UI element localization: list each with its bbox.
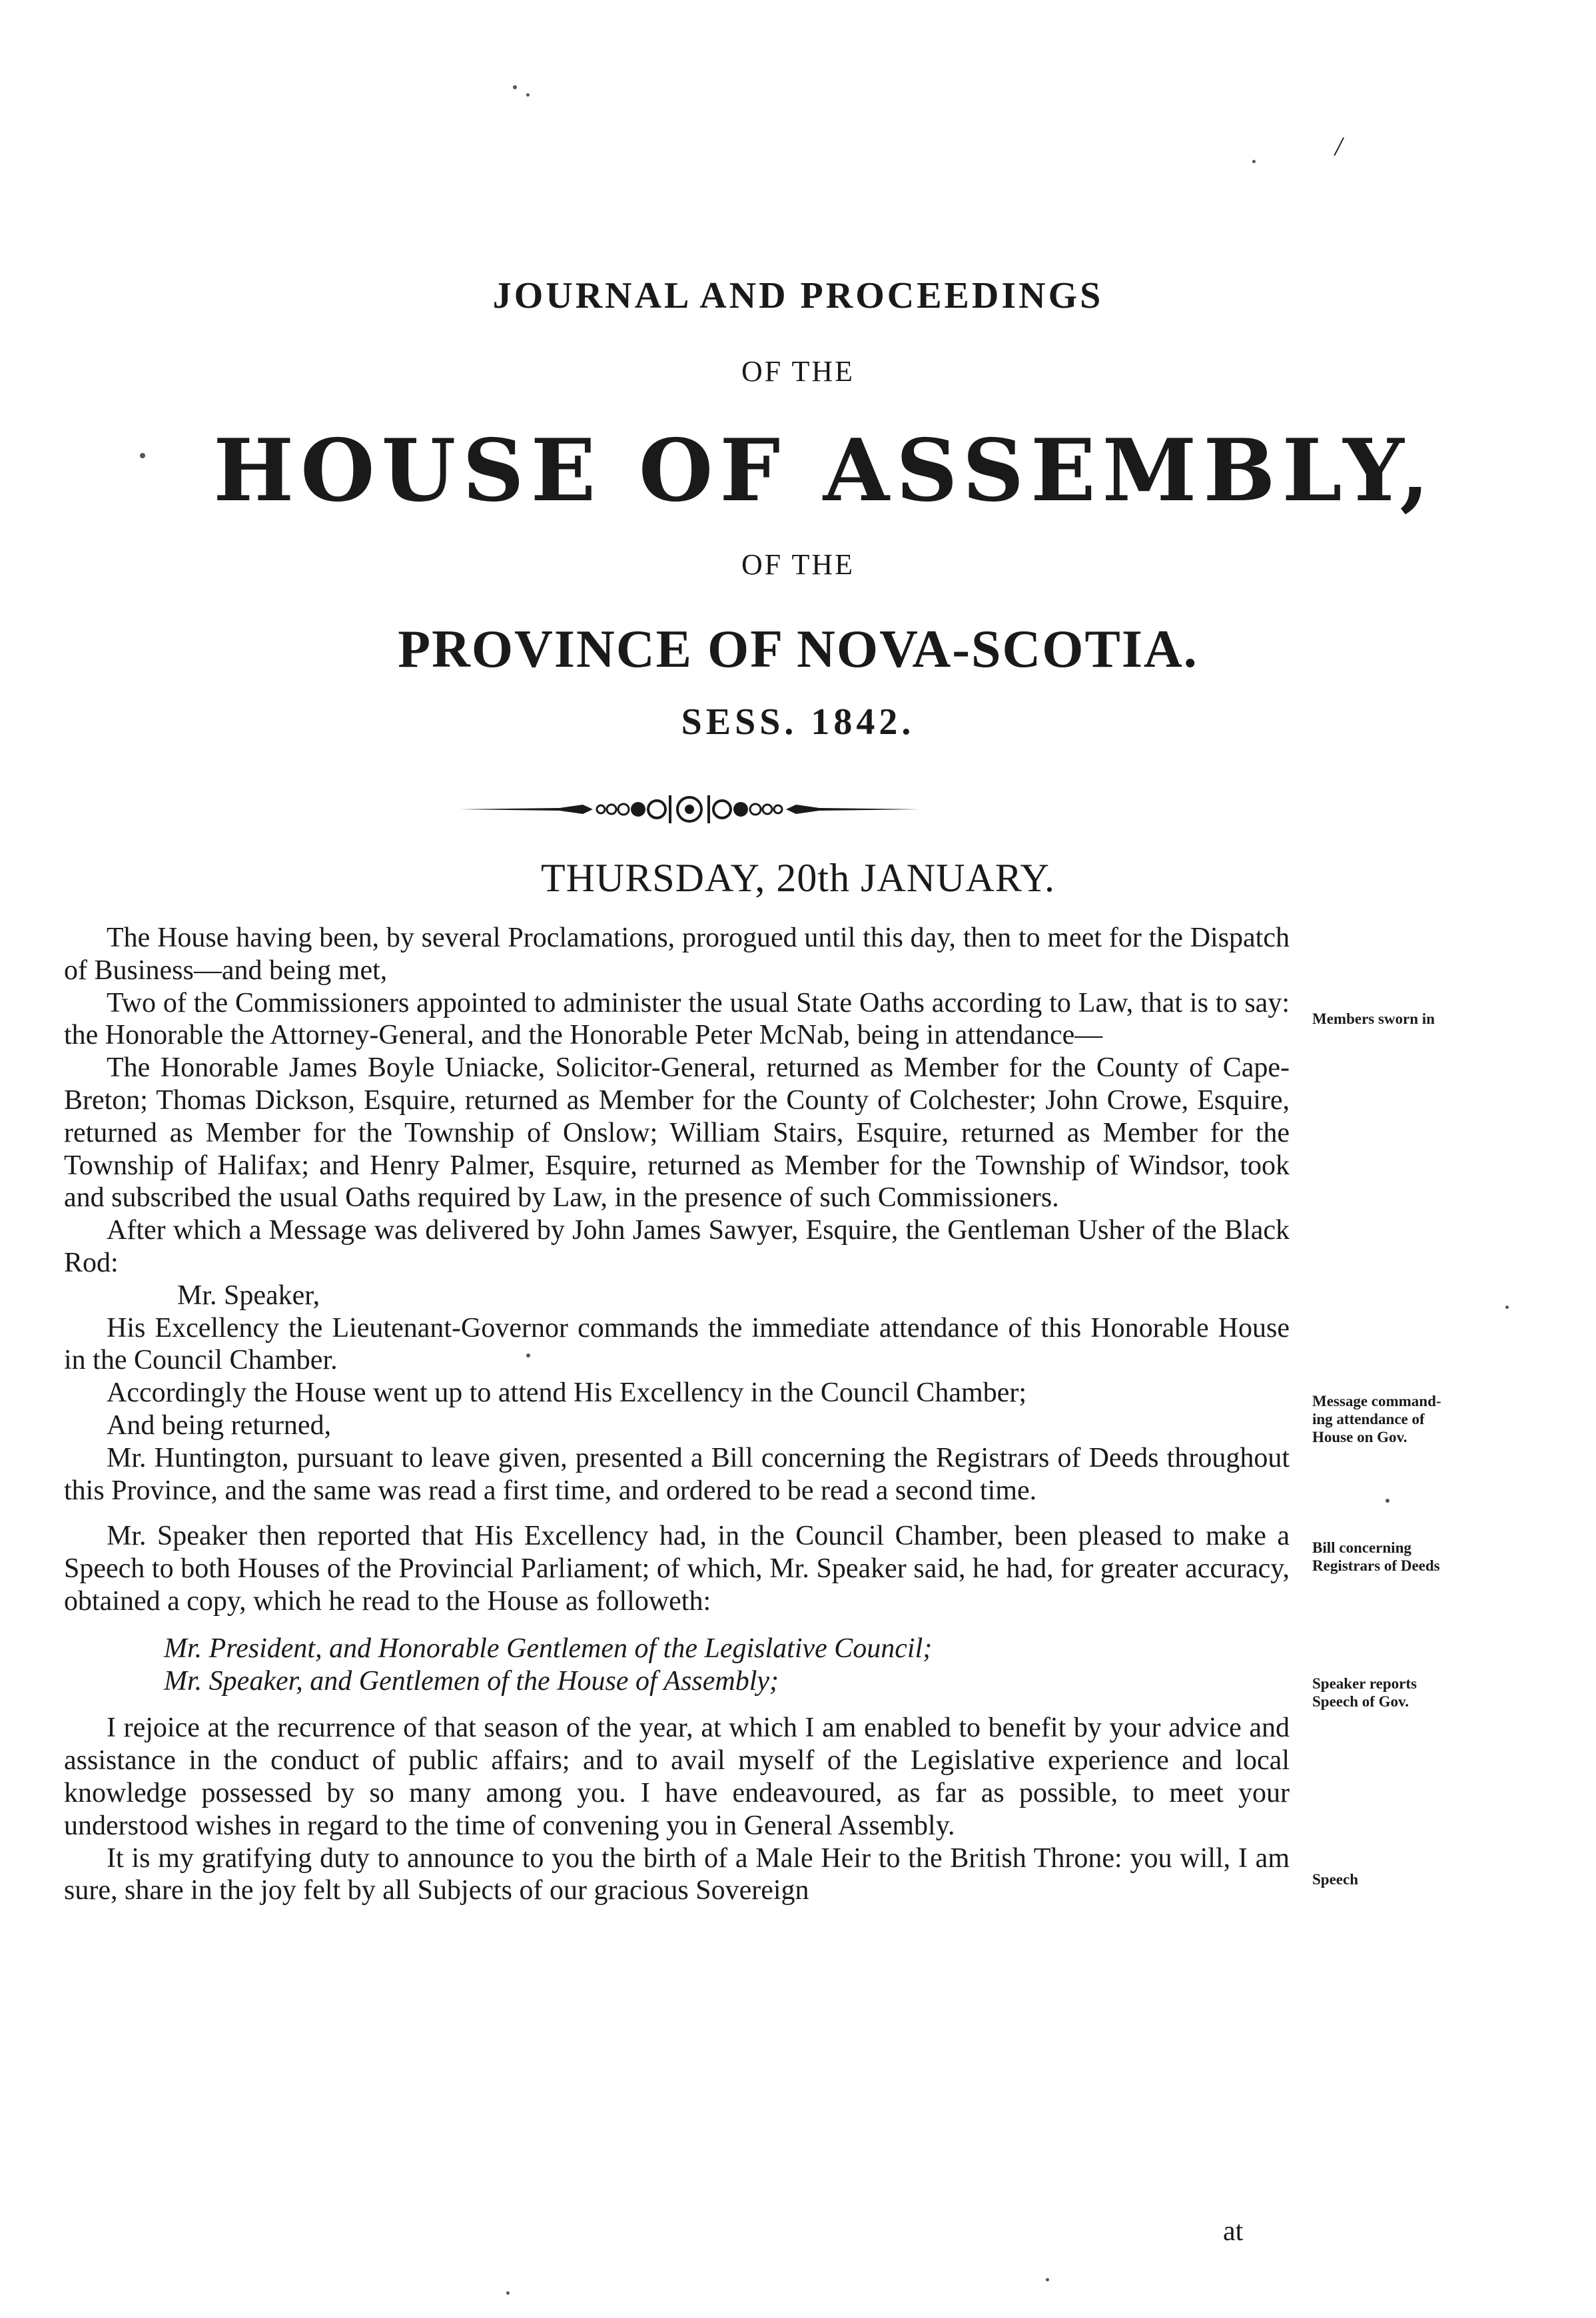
address-legislative-council: Mr. President, and Honorable Gentlemen of the Legislative Council; (164, 1633, 933, 1664)
ink-speck (506, 2291, 510, 2295)
paragraph-being-returned: And being returned, (107, 1409, 332, 1441)
of-the-line-2: OF THE (741, 548, 855, 581)
paragraph-commissioners: Two of the Commissioners appointed to administer the usual State Oaths according to Law, that is to say: the Honorable the Attorney-General, and the Honorable Peter McNab, being in attendance— (64, 987, 1290, 1051)
ink-speck (1505, 1306, 1509, 1309)
paragraph-black-rod: After which a Message was delivered by John James Sawyer, Esquire, the Gentleman Usher of the Black Rod: (64, 1215, 1290, 1278)
paragraph-registrars-bill: Mr. Huntington, pursuant to leave given, presented a Bill concerning the Registrars of Deeds throughout this Province, and the same was read a first time, and ordered to be read a second time. (64, 1442, 1290, 1506)
address-house-of-assembly: Mr. Speaker, and Gentlemen of the House of Assembly; (164, 1665, 779, 1697)
paragraph-speech-opening: I rejoice at the recurrence of that season of the year, at which I am enabled to benefit by your advice and assistance in the conduct of public affairs; and to avail myself of the Legislative experience and local knowledge possessed by so many among you. I have endeavoured, as far as possible, to meet your understood wishes in regard to the time of convening you in General Assembly. (64, 1713, 1290, 1841)
session-line: SESS. 1842. (681, 701, 915, 743)
ink-speck (140, 453, 145, 458)
margin-note-speech: Speech (1312, 1871, 1358, 1888)
ink-speck (526, 93, 530, 97)
paragraph-male-heir: It is my gratifying duty to announce to you the birth of a Male Heir to the British Throne: you will, I am sure, share in the joy felt by all Subjects of our gracious Sovereign (64, 1842, 1290, 1906)
paragraph-members-sworn: The Honorable James Boyle Uniacke, Solicitor-General, returned as Member for the County of Cape-Breton; Thomas Dickson, Esquire, returned as Member for the County of Colchester; John Crowe, Esquire, returned as Member for the Township of Onslow; William Stairs, Esquire, returned as Member for the Township of Halifax; and Henry Palmer, Esquire, returned as Member for the Township of Windsor, took and subscribed the usual Oaths required by Law, in the presence of such Commissioners. (64, 1052, 1290, 1214)
paragraph-prorogation: The House having been, by several Proclamations, prorogued until this day, then to meet for the Dispatch of Business—and being met, (64, 923, 1290, 986)
paragraph-house-went-up: Accordingly the House went up to attend His Excellency in the Council Chamber; (107, 1377, 1026, 1409)
ink-speck (1046, 2278, 1049, 2281)
province-heading: PROVINCE OF NOVA-SCOTIA. (398, 620, 1198, 679)
journal-title: JOURNAL AND PROCEEDINGS (492, 275, 1104, 316)
paragraph-message: His Excellency the Lieutenant-Governor commands the immediate attendance of this Honorable House in the Council Chamber. (64, 1312, 1290, 1376)
margin-note-members-sworn: Members sworn in (1312, 1010, 1435, 1027)
journal-body (64, 922, 1290, 1907)
salutation-mr-speaker: Mr. Speaker, (177, 1280, 320, 1311)
margin-note-registrars-bill: Bill concerning Registrars of Deeds (1312, 1539, 1440, 1574)
page-mark: / (1335, 131, 1343, 161)
house-of-assembly-heading: HOUSE OF ASSEMBLY, (213, 421, 1436, 521)
ink-speck (1386, 1499, 1390, 1503)
catchword: at (1223, 2216, 1244, 2247)
ink-speck (526, 1353, 530, 1357)
margin-note-speaker-reports: Speaker reports Speech of Gov. (1312, 1675, 1417, 1710)
paragraph-speaker-reported: Mr. Speaker then reported that His Excellency had, in the Council Chamber, been pleased to make a Speech to both Houses of the Provincial Parliament; of which, Mr. Speaker said, he had, for greater accuracy, obtained a copy, which he read to the House as followeth: (64, 1521, 1290, 1617)
margin-note-message: Message command- ing attendance of House on Gov. (1312, 1393, 1441, 1445)
ink-speck (513, 85, 517, 89)
speech-address (64, 1633, 1290, 1698)
ink-speck (1252, 160, 1256, 163)
ornamental-rule (460, 786, 919, 833)
session-date: THURSDAY, 20th JANUARY. (540, 856, 1056, 900)
of-the-line-1: OF THE (741, 355, 855, 388)
